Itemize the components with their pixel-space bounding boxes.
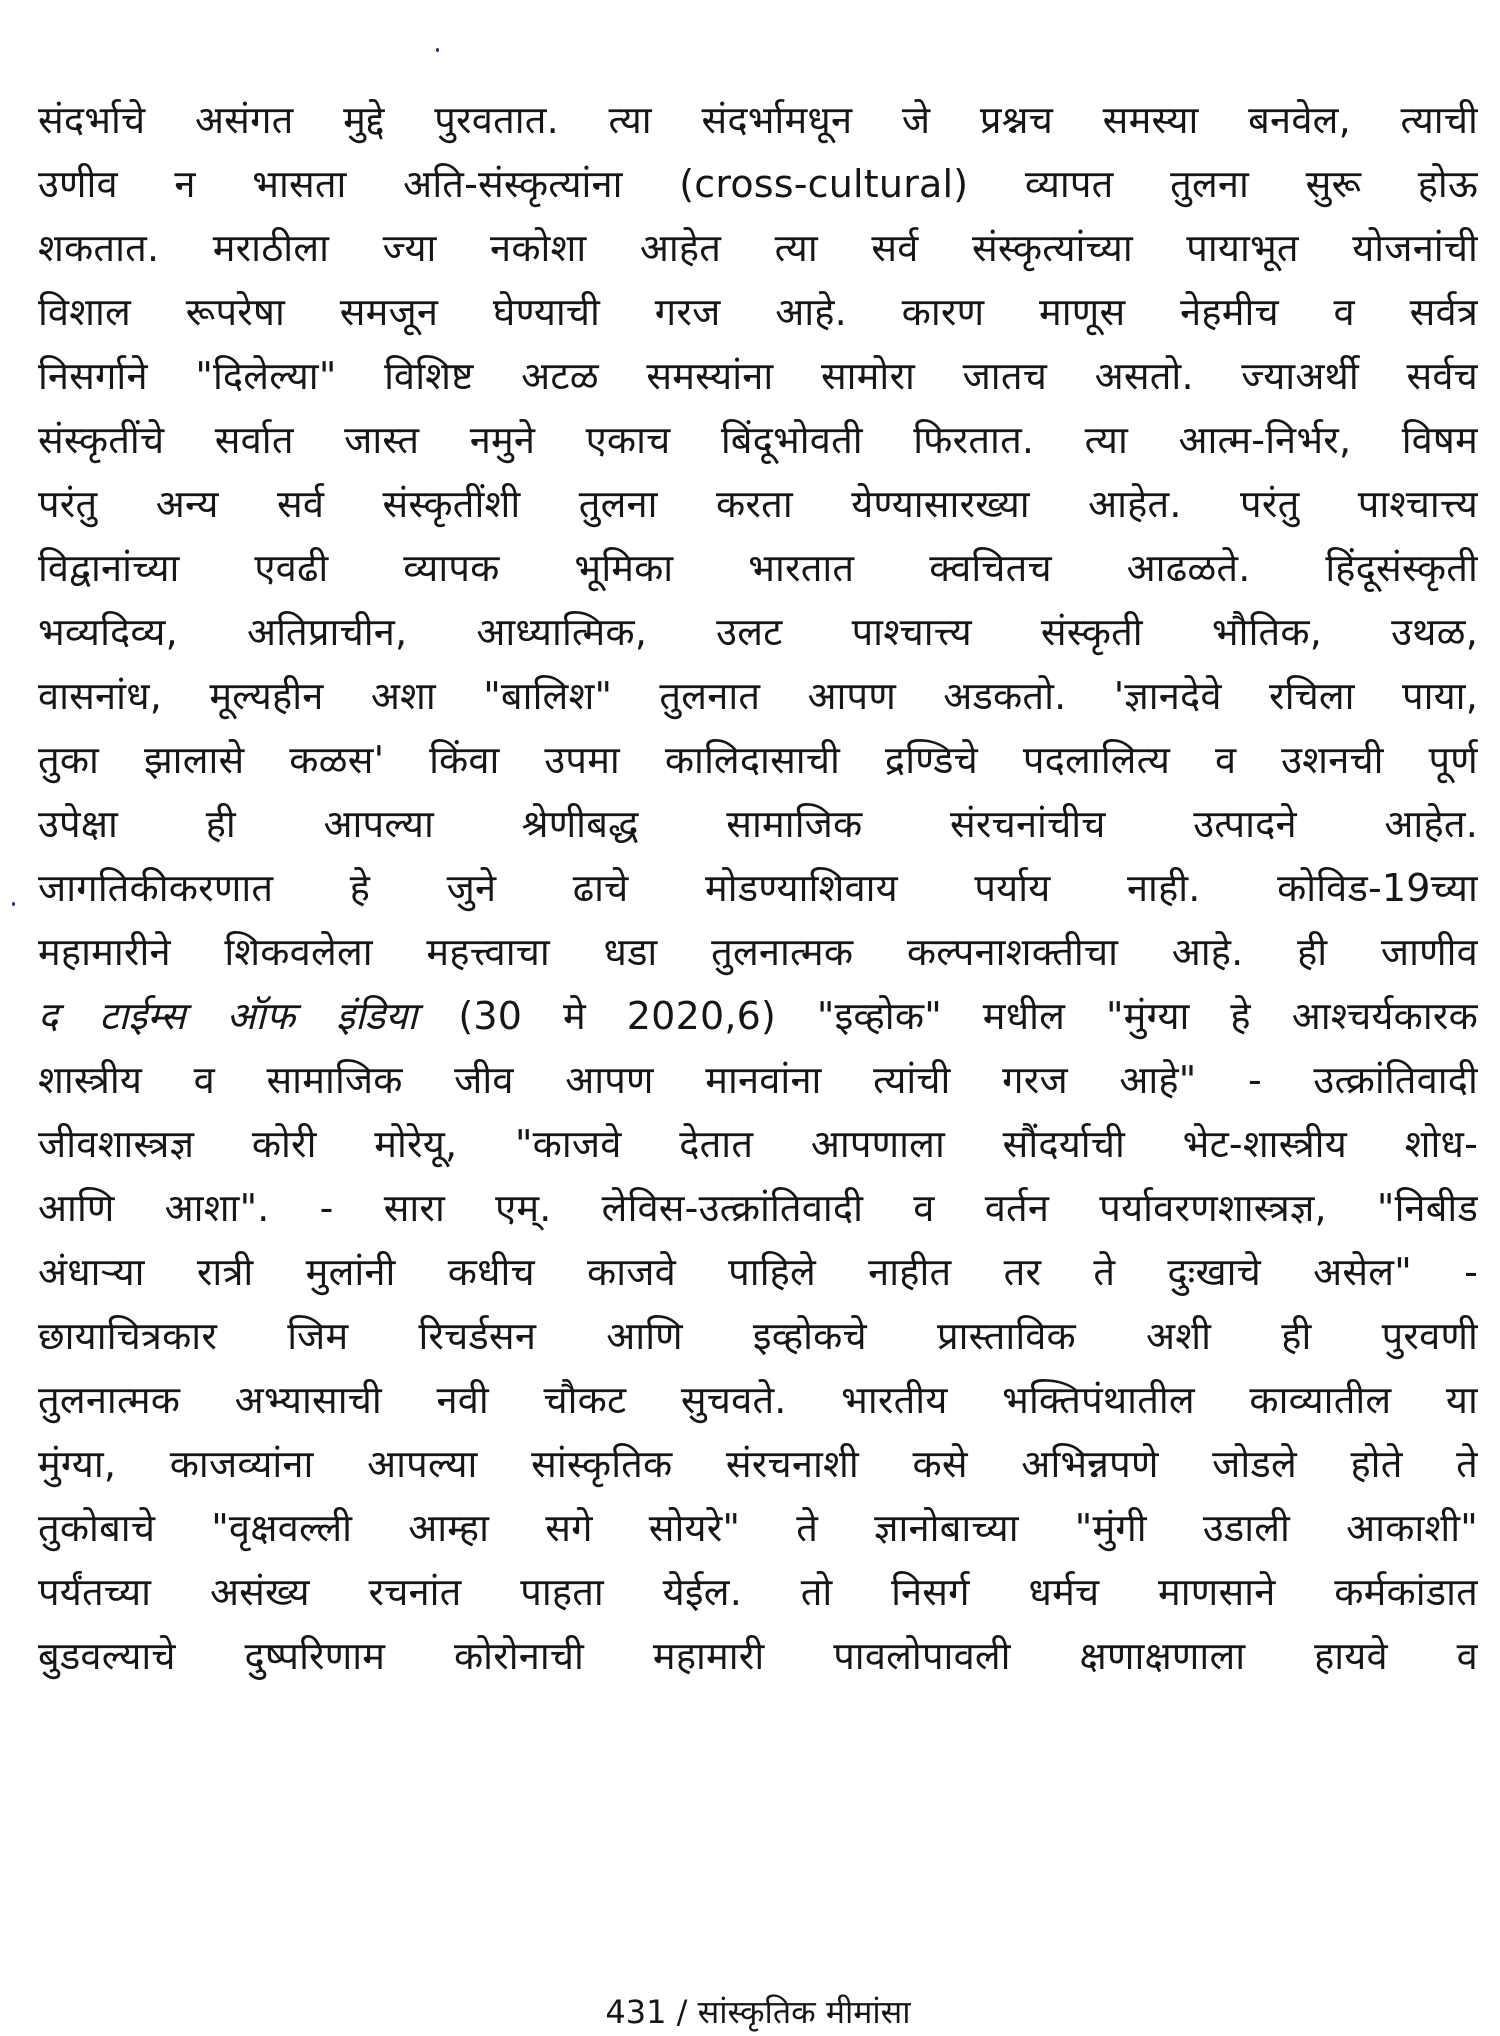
body-text: [38, 88, 1478, 1688]
text-line: पर्यंतच्या असंख्य रचनांत पाहता येईल. तो निसर्ग धर्मच माणसाने कर्मकांडात: [38, 1570, 1478, 1614]
text-line-with-title: [38, 984, 1478, 1048]
text-line: तुका झालासे कळस' किंवा उपमा कालिदासाची द्रण्डिचे पदलालित्य व उशनची पूर्ण: [38, 738, 1478, 782]
text-line-rest: (30 मे 2020,6) "इव्होक" मधील "मुंग्या हे आश्चर्यकारक: [458, 994, 1478, 1038]
text-line: जागतिकीकरणात हे जुने ढाचे मोडण्याशिवाय पर्याय नाही. कोविड-19च्या: [38, 866, 1478, 910]
text-line: उपेक्षा ही आपल्या श्रेणीबद्ध सामाजिक संरचनांचीच उत्पादने आहेत.: [38, 802, 1478, 846]
text-line: शास्त्रीय व सामाजिक जीव आपण मानवांना त्यांची गरज आहे" - उत्क्रांतिवादी: [38, 1058, 1478, 1102]
text-line: बुडवल्याचे दुष्परिणाम कोरोनाची महामारी पावलोपावली क्षणाक्षणाला हायवे व: [38, 1634, 1478, 1678]
page-footer: 431 / सांस्कृतिक मीमांसा: [605, 1993, 911, 2031]
ink-speck: [436, 48, 439, 52]
text-line: परंतु अन्य सर्व संस्कृतींशी तुलना करता येण्यासारख्या आहेत. परंतु पाश्चात्त्य: [38, 482, 1478, 526]
text-line: मुंग्या, काजव्यांना आपल्या सांस्कृतिक संरचनाशी कसे अभिन्नपणे जोडले होते ते: [38, 1442, 1478, 1486]
text-line: तुलनात्मक अभ्यासाची नवी चौकट सुचवते. भारतीय भक्तिपंथातील काव्यातील या: [38, 1378, 1478, 1422]
text-line: आणि आशा". - सारा एम्. लेविस-उत्क्रांतिवादी व वर्तन पर्यावरणशास्त्रज्ञ, "निबीड: [38, 1186, 1478, 1230]
text-line: शकतात. मराठीला ज्या नकोशा आहेत त्या सर्व संस्कृत्यांच्या पायाभूत योजनांची: [38, 226, 1478, 270]
text-line: निसर्गाने "दिलेल्या" विशिष्ट अटळ समस्यांना सामोरा जातच असतो. ज्याअर्थी सर्वच: [38, 354, 1478, 398]
text-line: वासनांध, मूल्यहीन अशा "बालिश" तुलनात आपण अडकतो. 'ज्ञानदेवे रचिला पाया,: [38, 674, 1478, 718]
newspaper-title: द टाईम्स ऑफ इंडिया: [38, 994, 418, 1038]
text-line: संस्कृतींचे सर्वात जास्त नमुने एकाच बिंदूभोवती फिरतात. त्या आत्म-निर्भर, विषम: [38, 418, 1478, 462]
text-line: संदर्भाचे असंगत मुद्दे पुरवतात. त्या संदर्भामधून जे प्रश्नच समस्या बनवेल, त्याची: [38, 98, 1478, 142]
document-page: [38, 88, 1478, 2031]
text-line: छायाचित्रकार जिम रिचर्डसन आणि इव्होकचे प्रास्ताविक अशी ही पुरवणी: [38, 1314, 1478, 1358]
text-line: विद्वानांच्या एवढी व्यापक भूमिका भारतात क्वचितच आढळते. हिंदूसंस्कृती: [38, 546, 1478, 590]
text-line: विशाल रूपरेषा समजून घेण्याची गरज आहे. कारण माणूस नेहमीच व सर्वत्र: [38, 290, 1478, 334]
text-line: तुकोबाचे "वृक्षवल्ली आम्हा सगे सोयरे" ते ज्ञानोबाच्या "मुंगी उडाली आकाशी": [38, 1506, 1478, 1550]
ink-speck: [12, 902, 15, 906]
text-line: जीवशास्त्रज्ञ कोरी मोरेयू, "काजवे देतात आपणाला सौंदर्याची भेट-शास्त्रीय शोध-: [38, 1122, 1478, 1166]
text-line: भव्यदिव्य, अतिप्राचीन, आध्यात्मिक, उलट पाश्चात्त्य संस्कृती भौतिक, उथळ,: [38, 610, 1478, 654]
text-line: महामारीने शिकवलेला महत्त्वाचा धडा तुलनात्मक कल्पनाशक्तीचा आहे. ही जाणीव: [38, 930, 1478, 974]
text-line: उणीव न भासता अति-संस्कृत्यांना (cross-cultural) व्यापत तुलना सुरू होऊ: [38, 162, 1478, 206]
text-line: अंधाऱ्या रात्री मुलांनी कधीच काजवे पाहिले नाहीत तर ते दुःखाचे असेल" -: [38, 1250, 1478, 1294]
